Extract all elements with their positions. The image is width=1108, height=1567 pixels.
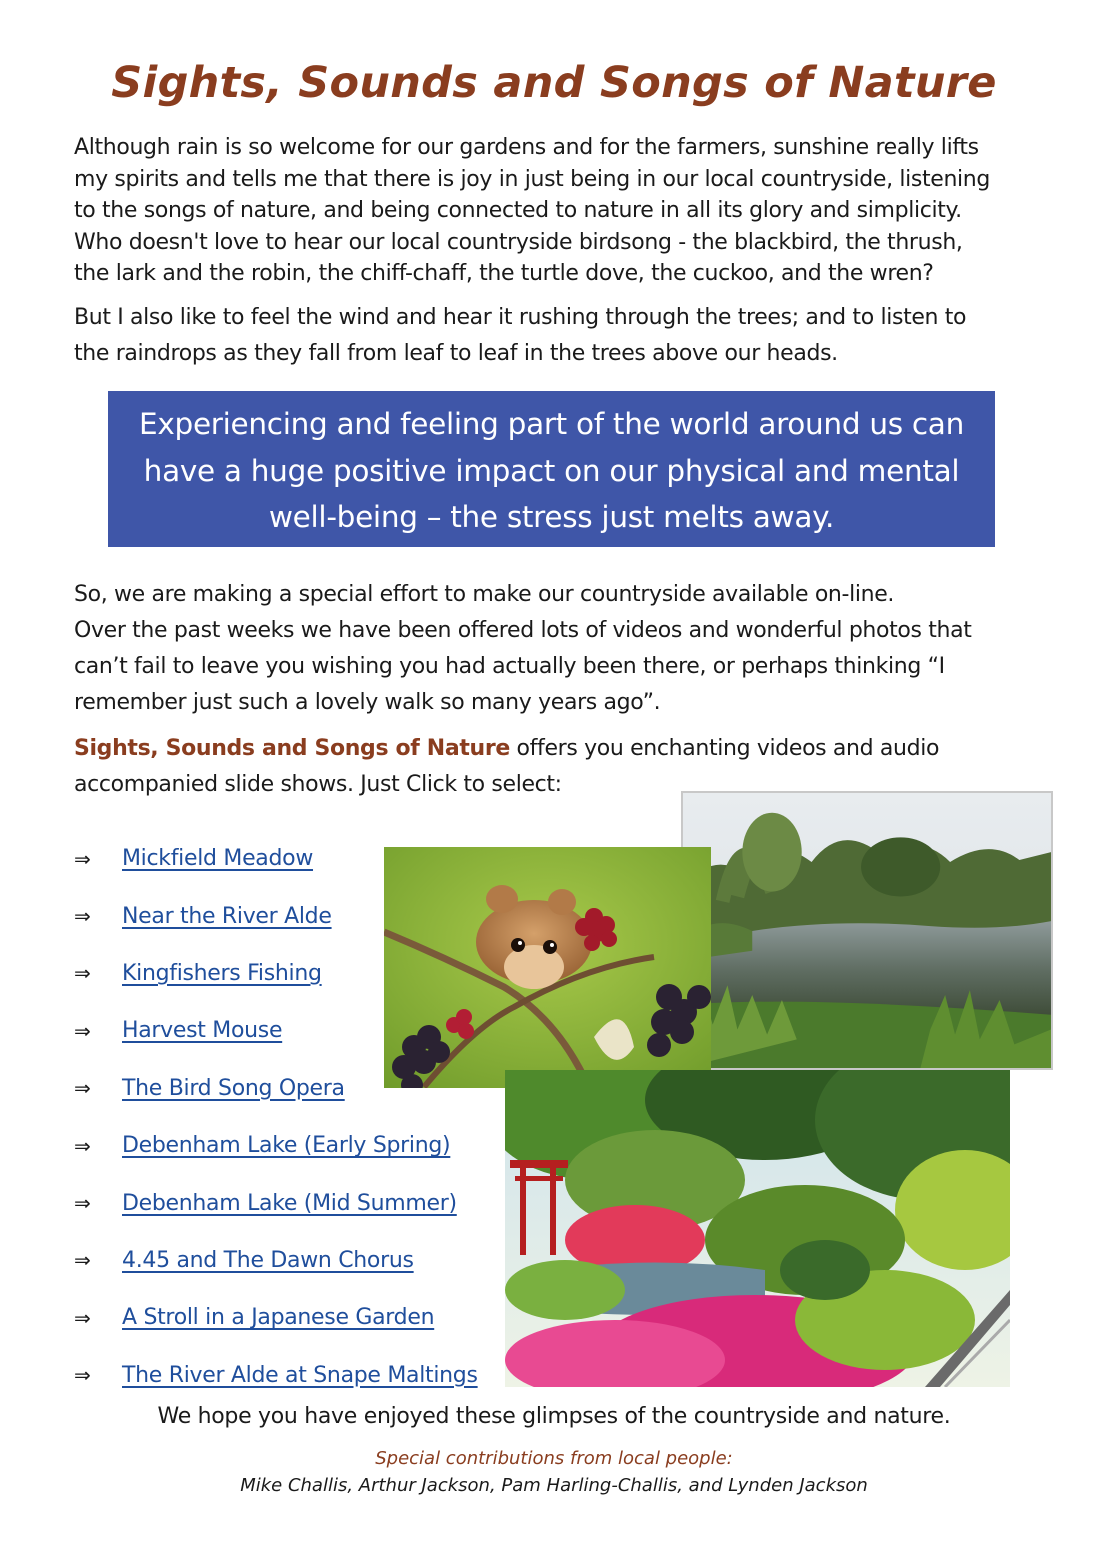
link-debenham-early-spring[interactable]: Debenham Lake (Early Spring) [122, 1133, 451, 1159]
offer-line-2: accompanied slide shows. Just Click to select: [74, 772, 562, 797]
online-paragraph [74, 577, 1054, 721]
arrow-icon: ⇒ [74, 1076, 91, 1101]
arrow-icon: ⇒ [74, 846, 91, 871]
arrow-icon: ⇒ [74, 904, 91, 929]
brand-name: Sights, Sounds and Songs of Nature [74, 736, 510, 761]
list-item [74, 1117, 514, 1174]
online-line: remember just such a lovely walk so many years ago”. [74, 690, 661, 715]
list-item [74, 1289, 514, 1346]
callout-line: have a huge positive impact on our physical and mental [143, 453, 960, 488]
link-dawn-chorus[interactable]: 4.45 and The Dawn Chorus [122, 1247, 414, 1273]
credits-names: Mike Challis, Arthur Jackson, Pam Harling-Challis, and Lynden Jackson [240, 1475, 868, 1496]
link-mickfield-meadow[interactable]: Mickfield Meadow [122, 846, 314, 872]
arrow-icon: ⇒ [74, 1191, 91, 1216]
arrow-icon: ⇒ [74, 1018, 91, 1043]
intro-line: Although rain is so welcome for our gardens and for the farmers, sunshine really lifts [74, 135, 979, 160]
callout-line: well-being – the stress just melts away. [268, 500, 835, 534]
second-line: But I also like to feel the wind and hear it rushing through the trees; and to listen to [74, 305, 967, 330]
arrow-icon: ⇒ [74, 1133, 91, 1158]
intro-line: the lark and the robin, the chiff-chaff, the turtle dove, the cuckoo, and the wren? [74, 261, 934, 286]
link-kingfishers-fishing[interactable]: Kingfishers Fishing [122, 960, 322, 986]
arrow-icon: ⇒ [74, 1363, 91, 1388]
link-harvest-mouse[interactable]: Harvest Mouse [122, 1018, 283, 1044]
intro-line: my spirits and tells me that there is joy in just being in our local countryside, listening [74, 166, 991, 192]
list-item [74, 1232, 514, 1289]
link-near-river-alde[interactable]: Near the River Alde [122, 903, 332, 929]
offer-text: offers you enchanting videos and audio [509, 736, 940, 761]
callout-box [108, 391, 995, 547]
pond-photo [681, 791, 1053, 1070]
second-line: the raindrops as they fall from leaf to leaf in the trees above our heads. [74, 341, 838, 366]
intro-line: to the songs of nature, and being connected to nature in all its glory and simplicity. [74, 198, 962, 223]
second-paragraph [74, 300, 1054, 372]
harvest-mouse-photo [384, 847, 711, 1088]
closing-text: We hope you have enjoyed these glimpses of the countryside and nature. [157, 1404, 951, 1429]
credits-heading: Special contributions from local people: [375, 1448, 733, 1469]
online-line: can’t fail to leave you wishing you had actually been there, or perhaps thinking “I [74, 654, 945, 679]
link-bird-song-opera[interactable]: The Bird Song Opera [122, 1075, 345, 1101]
list-item [74, 1347, 514, 1404]
link-japanese-garden[interactable]: A Stroll in a Japanese Garden [122, 1305, 435, 1331]
page-title: Sights, Sounds and Songs of Nature [111, 58, 997, 108]
arrow-icon: ⇒ [74, 1248, 91, 1273]
intro-paragraph [74, 132, 1054, 290]
intro-line: Who doesn't love to hear our local countryside birdsong - the blackbird, the thrush, [74, 229, 963, 255]
list-item [74, 1174, 514, 1231]
callout-line: Experiencing and feeling part of the world around us can [139, 407, 964, 441]
japanese-garden-photo [505, 1070, 1010, 1387]
offer-line [74, 731, 1054, 767]
online-line: So, we are making a special effort to make our countryside available on-line. [74, 582, 895, 607]
link-snape-maltings[interactable]: The River Alde at Snape Maltings [122, 1362, 478, 1388]
link-debenham-mid-summer[interactable]: Debenham Lake (Mid Summer) [122, 1190, 457, 1216]
online-line: Over the past weeks we have been offered lots of videos and wonderful photos that [74, 618, 972, 643]
arrow-icon: ⇒ [74, 961, 91, 986]
arrow-icon: ⇒ [74, 1305, 91, 1330]
